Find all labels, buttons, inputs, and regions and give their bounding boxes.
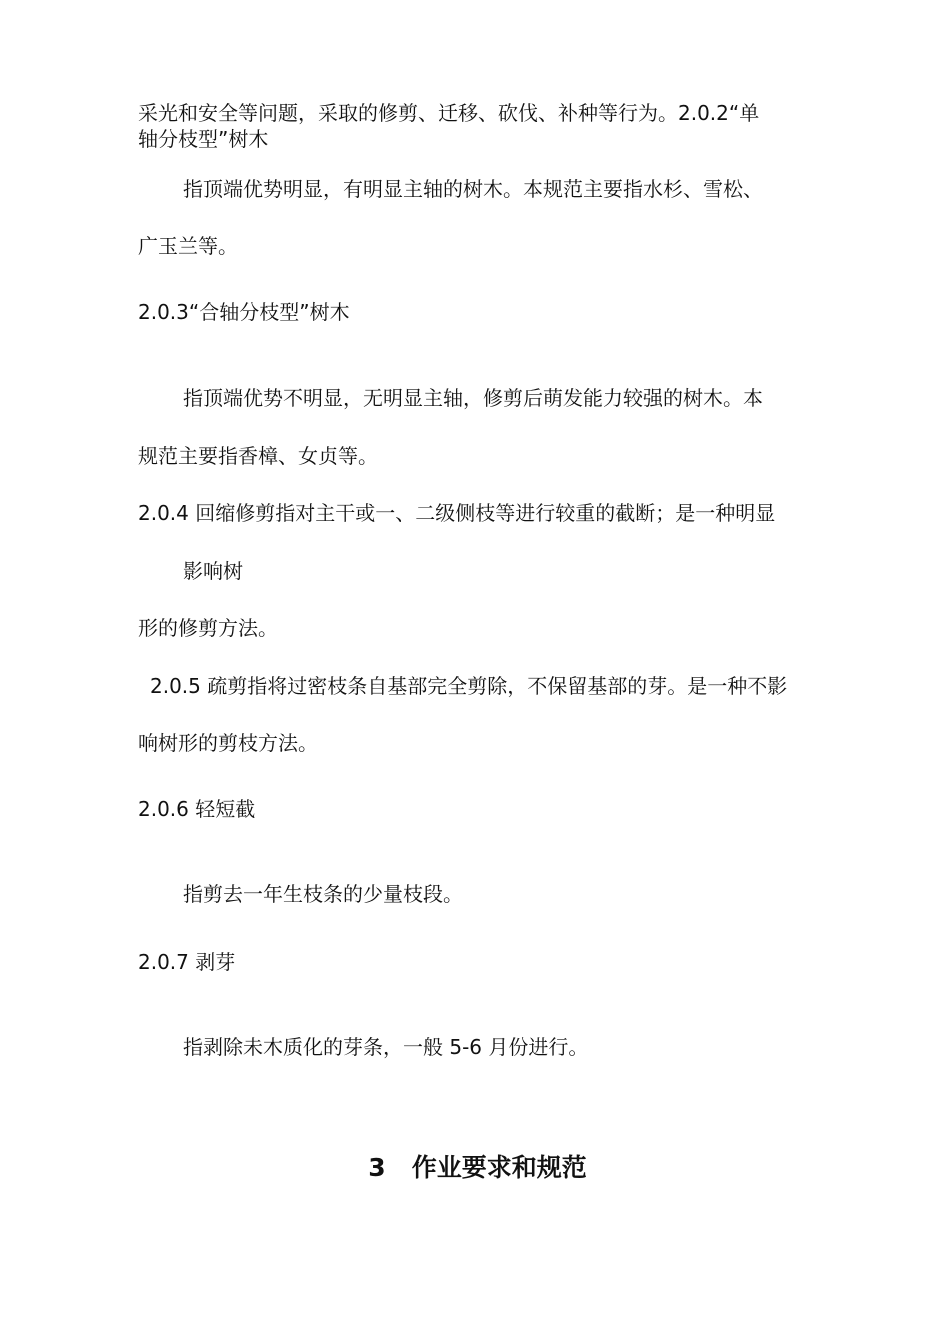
text-line: 影响树 (183, 559, 243, 583)
text-line: 广玉兰等。 (138, 234, 238, 258)
text-line: 2.0.7 剥芽 (138, 950, 236, 974)
text-line: 指顶端优势明显，有明显主轴的树木。本规范主要指水杉、雪松、 (183, 177, 763, 201)
text-line: 2.0.3“合轴分枝型”树木 (138, 300, 350, 324)
text-line: 形的修剪方法。 (138, 616, 278, 640)
text-line: 2.0.6 轻短截 (138, 797, 256, 821)
text-line: 2.0.5 疏剪指将过密枝条自基部完全剪除，不保留基部的芽。是一种不影 (150, 674, 788, 698)
section-heading: 3 作业要求和规范 (368, 1153, 587, 1182)
text-line: 轴分枝型”树木 (138, 127, 269, 151)
text-line: 规范主要指香樟、女贞等。 (138, 444, 378, 468)
text-line: 采光和安全等问题，采取的修剪、迁移、砍伐、补种等行为。2.0.2“单 (138, 101, 760, 125)
text-line: 指顶端优势不明显，无明显主轴，修剪后萌发能力较强的树木。本 (183, 386, 763, 410)
text-line: 指剪去一年生枝条的少量枝段。 (183, 882, 463, 906)
text-line: 2.0.4 回缩修剪指对主干或一、二级侧枝等进行较重的截断；是一种明显 (138, 501, 776, 525)
text-line: 响树形的剪枝方法。 (138, 731, 318, 755)
text-line: 指剥除未木质化的芽条，一般 5-6 月份进行。 (183, 1035, 589, 1059)
